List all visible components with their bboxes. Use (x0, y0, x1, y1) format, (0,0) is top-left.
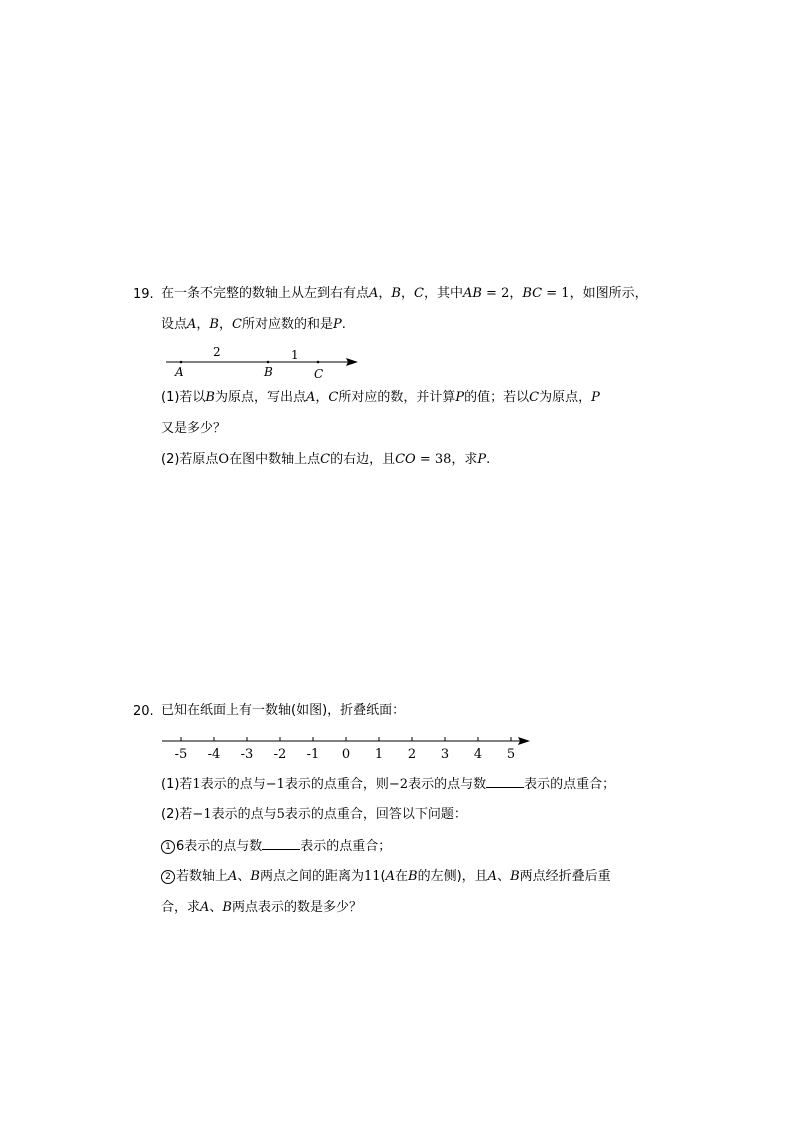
q19-point-b (267, 361, 270, 364)
q20-axis-tick-label: -5 (174, 747, 188, 762)
question-20-number: 20. (133, 704, 154, 719)
q19-part1-line1: (1)若以B为原点，写出点A，C所对应的数，并计算P的值；若以C为原点，P (161, 390, 600, 405)
q19-part1-line2: 又是多少？ (161, 421, 227, 436)
q20-sub1-answer-blank[interactable] (262, 837, 300, 850)
q19-point-c (317, 361, 320, 364)
q19-dist-bc: 1 (291, 348, 299, 362)
q20-axis-tick-label: -1 (306, 747, 320, 762)
q20-axis-tick-label: -4 (207, 747, 221, 762)
q19-stem-line1: 在一条不完整的数轴上从左到右有点A，B，C，其中AB = 2，BC = 1，如图所示， (161, 286, 648, 301)
q19-label-b: B (264, 365, 273, 379)
q20-axis-tick-label: -3 (240, 747, 254, 762)
q19-label-a: A (175, 365, 184, 379)
circled-number-2-icon: 2 (161, 870, 175, 884)
q19-part2: (2)若原点O在图中数轴上点C的右边，且CO = 38，求P. (161, 452, 491, 467)
q20-sub2-line1: 2 若数轴上A、B两点之间的距离为11(A在B的左侧)，且A、B两点经折叠后重 (161, 868, 611, 886)
q20-axis-tick-label: -2 (273, 747, 287, 762)
q20-axis-tick-label: 5 (506, 747, 516, 762)
q20-stem: 已知在纸面上有一数轴(如图)，折叠纸面： (161, 703, 406, 718)
q20-axis-tick-label: 3 (440, 747, 450, 762)
q19-point-a (180, 361, 183, 364)
q20-sub1: 1 6表示的点与数 表示的点重合； (161, 837, 391, 856)
q19-number-line-figure (160, 340, 370, 384)
q20-axis-tick-label: 2 (407, 747, 417, 762)
q20-number-line-figure (158, 731, 538, 763)
q19-dist-ab: 2 (213, 345, 221, 359)
q20-axis-tick-label: 1 (374, 747, 384, 762)
q20-sub2-line2: 合，求A、B两点表示的数是多少？ (161, 900, 362, 915)
q19-stem-line2: 设点A，B，C所对应数的和是P. (161, 317, 346, 332)
q20-part2: (2)若−1表示的点与5表示的点重合，回答以下问题： (161, 807, 467, 822)
q19-label-c: C (314, 367, 324, 381)
q20-axis-tick-label: 4 (473, 747, 483, 762)
question-19-number: 19. (133, 287, 154, 302)
q20-axis-tick-label: 0 (341, 747, 351, 762)
circled-number-1-icon: 1 (161, 840, 175, 854)
q20-part1: (1)若1表示的点与−1表示的点重合，则−2表示的点与数 表示的点重合； (161, 777, 616, 792)
q20-part1-answer-blank[interactable] (486, 775, 524, 788)
